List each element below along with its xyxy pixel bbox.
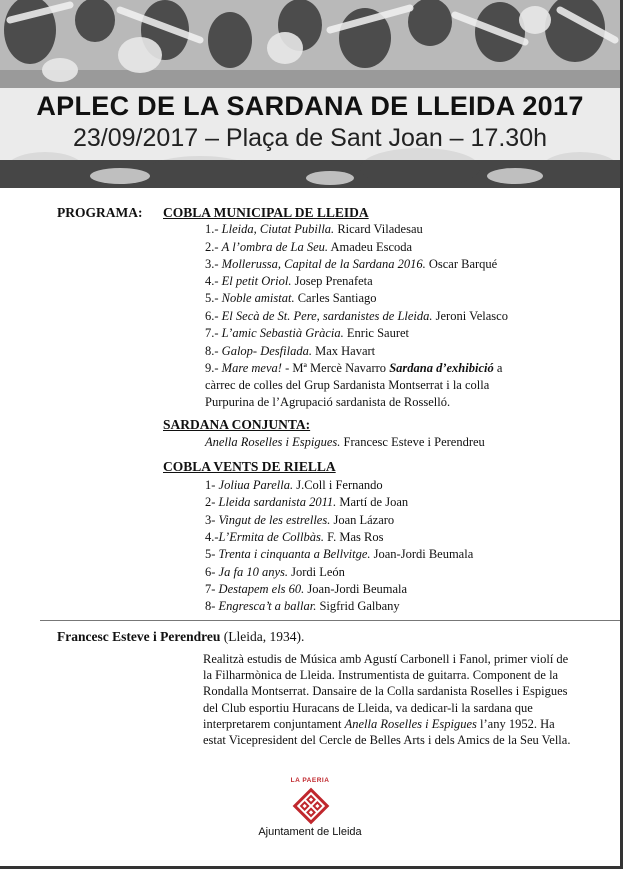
- program-item: Anella Roselles i Espigues. Francesc Esteve i Perendreu: [205, 435, 485, 449]
- section-heading-cobla-municipal: COBLA MUNICIPAL DE LLEIDA: [163, 205, 369, 220]
- bio-text: Realitzà estudis de Música amb Agustí Carbonell i Fanol, primer violí de la Filharmònica de Lleida. Instrumentista de guitarra. Component de la Rondalla Montserrat. Dansaire de la Colla sardanista Roselles i Espigues del Club esportiu Huracans de Lleida, va dedicar-li la sardana que interpretarem conjuntament Anella Roselles i Espigues l’any 1952. Ha estat Vicepresident del Cercle de Belles Arts i dels Amics de la Seu Vella.: [203, 652, 571, 748]
- program-item: 5.- Noble amistat. Carles Santiago: [205, 291, 377, 305]
- program-item: 2.- A l’ombra de La Seu. Amadeu Escoda: [205, 240, 413, 254]
- program-item: 2- Lleida sardanista 2011. Martí de Joan: [205, 495, 409, 509]
- program-item: 8- Engresca’t a ballar. Sigfrid Galbany: [205, 599, 400, 613]
- program-item: 3.- Mollerussa, Capital de la Sardana 2016. Oscar Barqué: [205, 257, 498, 271]
- bio-heading: Francesc Esteve i Perendreu (Lleida, 1934).: [57, 629, 305, 644]
- program-item-continuation: Purpurina de l’Agrupació sardanista de Rosselló.: [205, 395, 451, 409]
- program-item: 7- Destapem els 60. Joan-Jordi Beumala: [205, 582, 408, 596]
- section-divider: [40, 620, 620, 621]
- header-banner: [0, 0, 620, 188]
- section-heading-sardana-conjunta: SARDANA CONJUNTA:: [163, 417, 311, 432]
- page-title: APLEC DE LA SARDANA DE LLEIDA 2017: [36, 91, 584, 121]
- page-subtitle: 23/09/2017 – Plaça de Sant Joan – 17.30h: [73, 124, 547, 152]
- programa-label: PROGRAMA:: [57, 205, 143, 220]
- program-item: 7.- L’amic Sebastià Gràcia. Enric Sauret: [205, 326, 410, 340]
- program-item: 1.- Lleida, Ciutat Pubilla. Ricard Viladesau: [205, 222, 423, 236]
- ajuntament-logo-icon: [291, 786, 331, 826]
- program-item: 4.- El petit Oriol. Josep Prenafeta: [205, 274, 373, 288]
- program-item: 1- Joliua Parella. J.Coll i Fernando: [205, 478, 383, 492]
- program-item: 6- Ja fa 10 anys. Jordi León: [205, 565, 345, 579]
- section-heading-cobla-vents: COBLA VENTS DE RIELLA: [163, 459, 336, 474]
- program-item-exhibition: 9.- Mare meva! - Mª Mercè Navarro Sardana d’exhibició a: [205, 361, 503, 375]
- program-item: 3- Vingut de les estrelles. Joan Lázaro: [205, 513, 395, 527]
- program-item: 5- Trenta i cinquanta a Bellvitge. Joan-Jordi Beumala: [205, 547, 474, 561]
- program-item: 4.-L’Ermita de Collbàs. F. Mas Ros: [205, 530, 384, 544]
- program-item: 6.- El Secà de St. Pere, sardanistes de Lleida. Jeroni Velasco: [205, 309, 508, 323]
- program-item: 8.- Galop- Desfilada. Max Havart: [205, 344, 376, 358]
- logo-paeria-label: LA PAERIA: [290, 777, 330, 784]
- program-item-continuation: càrrec de colles del Grup Sardanista Montserrat i la colla: [205, 378, 490, 392]
- logo-ajuntament-name: Ajuntament de Lleida: [258, 826, 362, 838]
